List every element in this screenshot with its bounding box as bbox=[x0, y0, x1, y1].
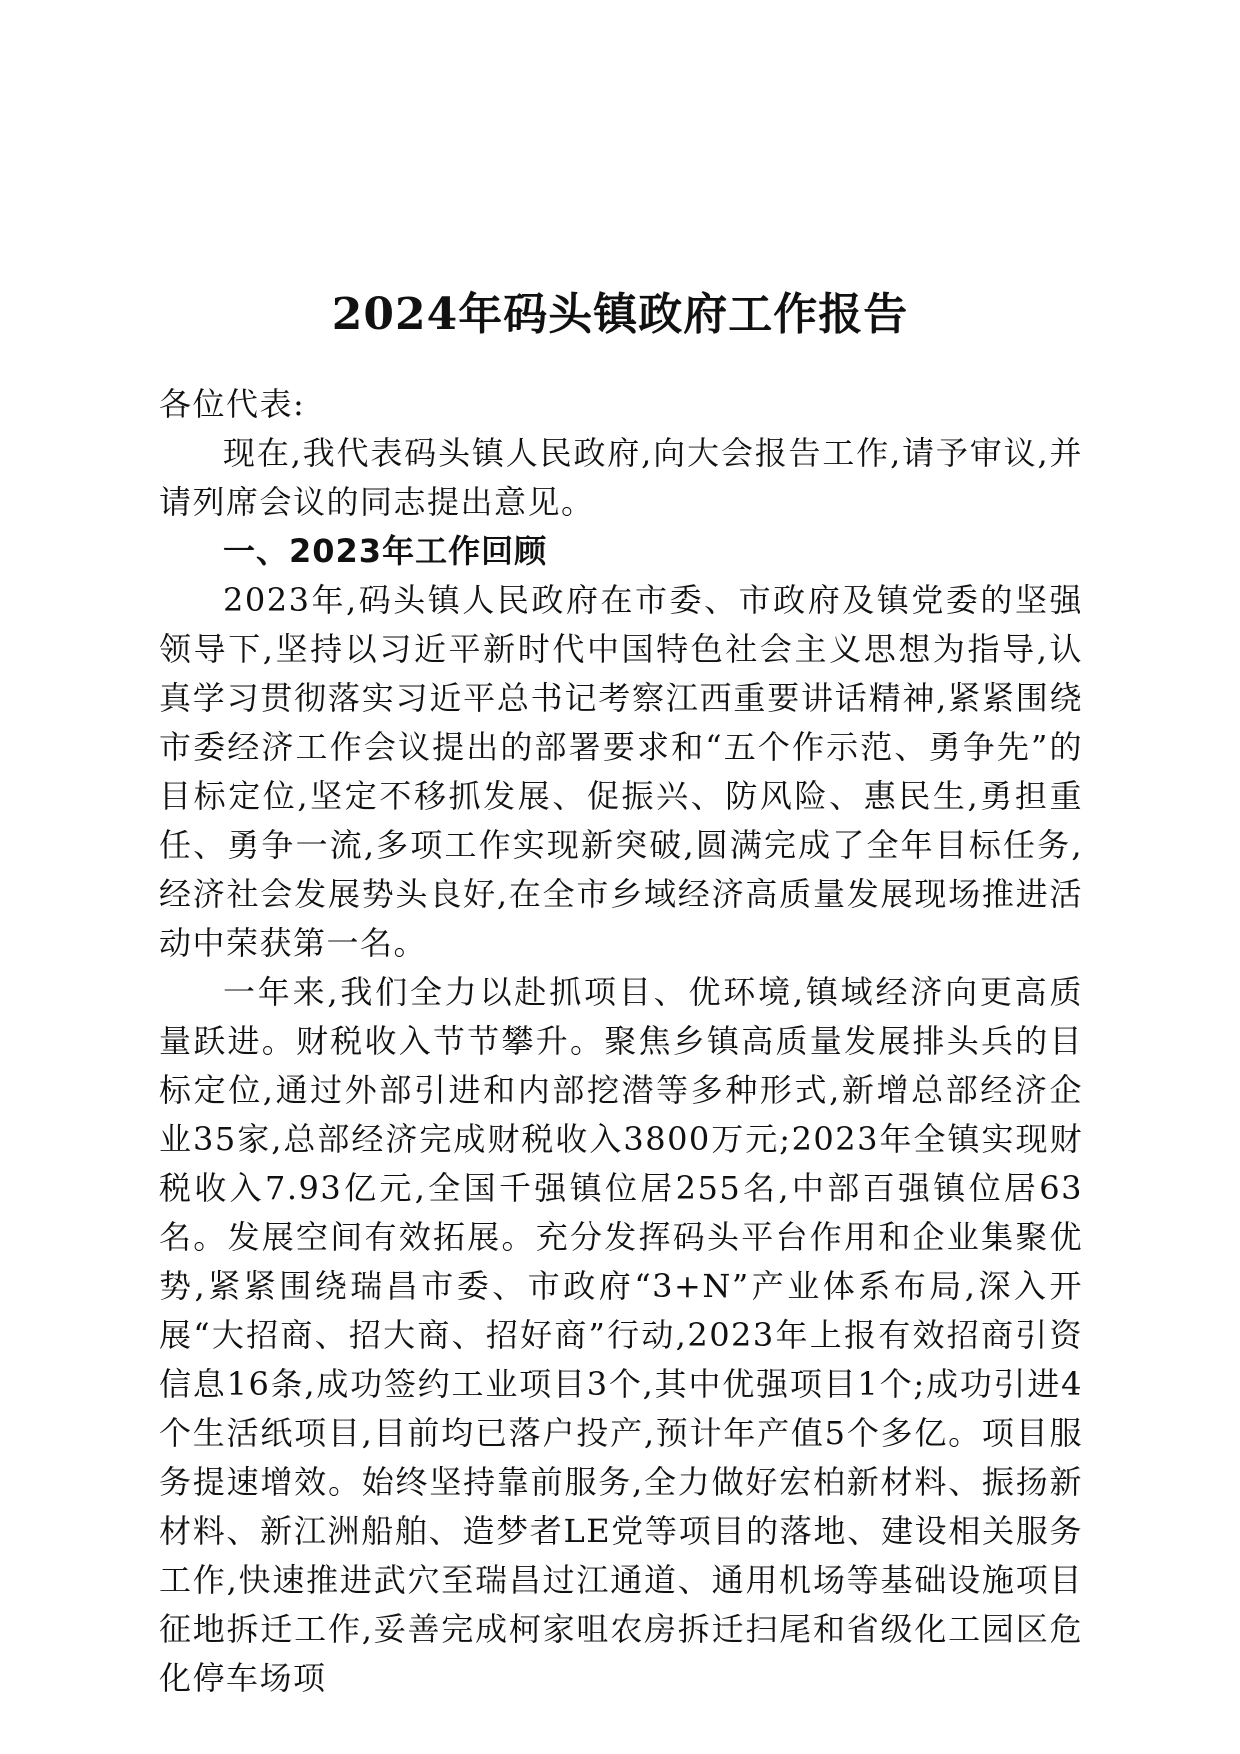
section-heading: 一、2023年工作回顾 bbox=[223, 532, 548, 570]
document-body bbox=[159, 380, 1083, 1703]
achievements-paragraph: 一年来,我们全力以赴抓项目、优环境,镇域经济向更高质量跃进。财税收入节节攀升。聚焦乡镇高质量发展排头兵的目标定位,通过外部引进和内部挖潜等多种形式,新增总部经济企业35家,总部经济完成财税收入3800万元;2023年全镇实现财税收入7.93亿元,全国千强镇位居255名,中部百强镇位居63名。发展空间有效拓展。充分发挥码头平台作用和企业集聚优势,紧紧围绕瑞昌市委、市政府“3+N”产业体系布局,深入开展“大招商、招大商、招好商”行动,2023年上报有效招商引资信息16条,成功签约工业项目3个,其中优强项目1个;成功引进4个生活纸项目,目前均已落户投产,预计年产值5个多亿。项目服务提速增效。始终坚持靠前服务,全力做好宏柏新材料、振扬新材料、新江洲船舶、造梦者LE党等项目的落地、建设相关服务工作,快速推进武穴至瑞昌过江通道、通用机场等基础设施项目征地拆迁工作,妥善完成柯家咀农房拆迁扫尾和省级化工园区危化停车场项 bbox=[159, 973, 1083, 1697]
page-title: 2024年码头镇政府工作报告 bbox=[331, 289, 909, 341]
review-paragraph: 2023年,码头镇人民政府在市委、市政府及镇党委的坚强领导下,坚持以习近平新时代中国特色社会主义思想为指导,认真学习贯彻落实习近平总书记考察江西重要讲话精神,紧紧围绕市委经济工作会议提出的部署要求和“五个作示范、勇争先”的目标定位,坚定不移抓发展、促振兴、防风险、惠民生,勇担重任、勇争一流,多项工作实现新突破,圆满完成了全年目标任务,经济社会发展势头良好,在全市乡域经济高质量发展现场推进活动中荣获第一名。 bbox=[159, 581, 1083, 962]
opening-paragraph: 现在,我代表码头镇人民政府,向大会报告工作,请予审议,并请列席会议的同志提出意见。 bbox=[159, 434, 1083, 521]
salutation: 各位代表: bbox=[159, 385, 306, 423]
